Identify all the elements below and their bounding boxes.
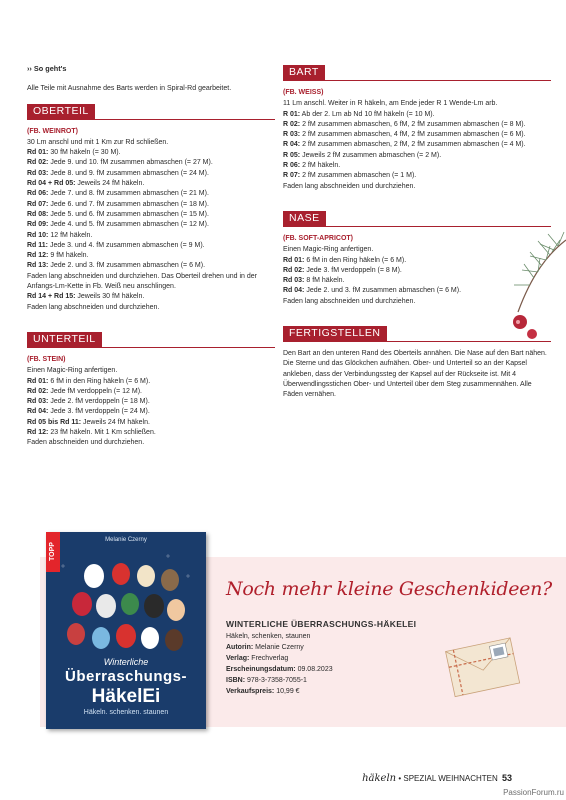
line-text: 11 Lm anschl. Weiter in R häkeln, am Ende jeder R 1 Wende-Lm arb.: [283, 100, 498, 108]
text-line: [283, 182, 551, 192]
text-line: [27, 418, 275, 428]
text-line: [283, 161, 551, 171]
line-label: Verkaufspreis:: [226, 688, 275, 695]
line-label: R 06:: [283, 162, 301, 170]
text-line: [226, 642, 416, 653]
promo-title: Noch mehr kleine Geschenkideen?: [226, 578, 552, 600]
line-text: 978-3-7358-7055-1: [245, 677, 307, 684]
line-text: 12 fM häkeln.: [48, 231, 93, 239]
intro-heading: ›› So geht's: [27, 64, 67, 73]
section-unterteil: [27, 327, 275, 449]
footer-brand: häkeln: [362, 773, 397, 784]
line-label: R 05:: [283, 151, 301, 159]
line-label: R 07:: [283, 172, 301, 180]
line-label: Rd 09:: [27, 221, 49, 229]
cover-title-line1: Winterliche: [103, 657, 149, 667]
line-text: Jeweils 30 fM häkeln.: [75, 293, 145, 301]
text-line: [27, 428, 275, 438]
line-label: Rd 02:: [27, 387, 49, 395]
line-text: Jeweils 24 fM häkeln.: [81, 418, 150, 426]
text-line: [226, 686, 416, 697]
text-line: [27, 231, 275, 241]
line-label: Rd 01:: [27, 149, 49, 157]
line-text: Einen Magic-Ring anfertigen.: [27, 367, 118, 375]
oberteil-rule: [27, 119, 275, 120]
line-label: R 04:: [283, 141, 301, 149]
text-line: [27, 397, 275, 407]
promo-subtitle: Häkeln, schenken, staunen: [226, 633, 311, 640]
line-text: Faden lang abschneiden und durchziehen. Das Oberteil drehen und in der Anfangs-Lm-Kette in Fb. Weiß neu anschlingen.: [27, 272, 257, 291]
section-oberteil: [27, 99, 275, 313]
intro-text: Alle Teile mit Ausnahme des Barts werden in Spiral-Rd gearbeitet.: [27, 85, 232, 93]
line-label: Rd 03:: [27, 169, 49, 177]
line-label: Rd 04:: [27, 408, 49, 416]
page-number: 53: [501, 773, 512, 783]
oberteil-lines: [27, 138, 275, 313]
line-label: Rd 14 + Rd 15:: [27, 293, 76, 301]
line-text: Faden abschneiden und durchziehen.: [27, 439, 145, 447]
oberteil-heading: OBERTEIL: [27, 104, 95, 119]
line-text: Melanie Czerny: [253, 644, 304, 651]
line-label: Rd 11:: [27, 241, 49, 249]
line-text: Faden lang abschneiden und durchziehen.: [283, 182, 416, 190]
envelope-illustration: [438, 630, 530, 708]
cover-title-line3: HäkelEi: [91, 686, 161, 707]
line-label: Rd 04 + Rd 05:: [27, 180, 76, 188]
line-label: Rd 08:: [27, 210, 49, 218]
text-line: [27, 138, 275, 148]
text-line: [27, 148, 275, 158]
line-label: ISBN:: [226, 677, 246, 684]
text-line: [283, 140, 551, 150]
line-label: Rd 05 bis Rd 11:: [27, 418, 82, 426]
text-line: [226, 675, 416, 686]
text-line: [27, 179, 275, 189]
cover-title-line2: Überraschungs-: [64, 668, 188, 685]
text-line: [27, 210, 275, 220]
text-line: [27, 292, 275, 302]
line-text: Jede fM verdoppeln (= 12 M).: [48, 387, 142, 395]
text-line: [27, 272, 275, 293]
line-text: 10,99 €: [274, 688, 300, 695]
book-cover: [46, 532, 206, 729]
bart-rule: [283, 80, 551, 81]
pine-branch-decoration: [488, 222, 566, 362]
publisher-badge: TOPP: [46, 532, 60, 572]
bart-lines: [283, 99, 551, 192]
unterteil-lines: [27, 366, 275, 448]
line-text: Jeweils 2 fM zusammen abmaschen (= 2 M).: [300, 151, 442, 159]
line-text: 2 fM zusammen abmaschen, 6 fM, 2 fM zusammen abmaschen (= 8 M).: [300, 120, 526, 128]
line-text: Jede 2. fM verdoppeln (= 18 M).: [48, 398, 150, 406]
footer-section: • SPEZIAL WEIHNACHTEN: [396, 774, 500, 783]
text-line: [27, 407, 275, 417]
text-line: [283, 99, 551, 109]
text-line: [283, 171, 551, 181]
line-label: Rd 03:: [27, 398, 49, 406]
text-line: [226, 664, 416, 675]
line-label: Rd 02:: [283, 266, 305, 274]
text-line: [283, 120, 551, 130]
line-text: Jede 3. fM verdoppeln (= 8 M).: [304, 266, 402, 274]
line-label: R 01:: [283, 110, 301, 118]
line-text: Jede 6. und 7. fM zusammen abmaschen (= 18 M).: [48, 200, 209, 208]
line-text: 23 fM häkeln. Mit 1 Km schließen.: [48, 429, 156, 437]
line-text: Frechverlag: [249, 655, 289, 662]
line-label: Autorin:: [226, 644, 254, 651]
promo-details: [226, 642, 416, 697]
line-label: Rd 01:: [283, 256, 305, 264]
text-line: [27, 189, 275, 199]
page-footer: [362, 773, 512, 784]
line-label: Rd 12:: [27, 429, 49, 437]
text-line: [27, 438, 275, 448]
line-label: Rd 06:: [27, 190, 49, 198]
line-label: Verlag:: [226, 655, 250, 662]
line-text: 2 fM zusammen abmaschen, 2 fM, 2 fM zusammen abmaschen (= 4 M).: [300, 141, 526, 149]
text-line: [27, 158, 275, 168]
line-text: Jede 8. und 9. fM zusammen abmaschen (= 24 M).: [48, 169, 209, 177]
line-text: Jede 3. fM verdoppeln (= 24 M).: [48, 408, 150, 416]
line-label: Rd 02:: [27, 159, 49, 167]
text-line: [283, 130, 551, 140]
line-text: Jeweils 24 fM häkeln.: [75, 180, 145, 188]
line-text: Faden lang abschneiden und durchziehen.: [27, 303, 160, 311]
line-text: Jede 5. und 6. fM zusammen abmaschen (= 15 M).: [48, 210, 209, 218]
line-label: Rd 03:: [283, 277, 305, 285]
line-text: Ab der 2. Lm ab Nd 10 fM häkeln (= 10 M).: [300, 110, 435, 118]
text-line: [27, 169, 275, 179]
line-text: 30 Lm anschl und mit 1 Km zur Rd schließen.: [27, 138, 169, 146]
line-text: Faden lang abschneiden und durchziehen.: [283, 297, 416, 305]
watermark: PassionForum.ru: [503, 788, 564, 797]
line-text: Jede 2. und 3. fM zusammen abmaschen (= 6 M).: [304, 287, 462, 295]
line-text: Jede 4. und 5. fM zusammen abmaschen (= 12 M).: [48, 221, 209, 229]
line-label: Rd 01:: [27, 377, 49, 385]
text-line: [283, 151, 551, 161]
cover-author: Melanie Czerny: [105, 537, 147, 543]
text-line: [226, 653, 416, 664]
line-text: 2 fM häkeln.: [300, 162, 341, 170]
unterteil-rule: [27, 347, 275, 348]
text-line: [27, 366, 275, 376]
section-bart: [283, 60, 551, 192]
line-text: Einen Magic-Ring anfertigen.: [283, 246, 374, 254]
text-line: [27, 200, 275, 210]
line-text: Jede 3. und 4. fM zusammen abmaschen (= 9 M).: [48, 241, 205, 249]
line-label: Erscheinungsdatum:: [226, 666, 296, 673]
line-label: R 02:: [283, 120, 301, 128]
promo-info: [226, 618, 416, 697]
unterteil-color-label: (FB. STEIN): [27, 355, 66, 363]
line-text: Jede 2. und 3. fM zusammen abmaschen (= 6 M).: [48, 262, 206, 270]
line-label: Rd 10:: [27, 231, 49, 239]
nase-heading: NASE: [283, 211, 326, 226]
left-column: [27, 60, 275, 449]
oberteil-color-label: (FB. WEINROT): [27, 127, 78, 135]
line-label: Rd 13:: [27, 262, 49, 270]
line-text: 2 fM zusammen abmaschen (= 1 M).: [300, 172, 417, 180]
nase-color-label: (FB. SOFT-APRICOT): [283, 234, 353, 242]
text-line: [27, 387, 275, 397]
text-line: [27, 251, 275, 261]
text-line: [27, 377, 275, 387]
line-text: 2 fM zusammen abmaschen, 4 fM, 2 fM zusammen abmaschen (= 6 M).: [300, 131, 526, 139]
fertigstellen-text: Den Bart an den unteren Rand des Oberteils annähen. Die Nase auf den Bart nähen. Die Sterne und das Glöckchen aufnähen. Ober- und Unterteil so an der Kapsel ankleben, dass der Verbindungssteg der Kapsel auf der Rückseite ist. Mit 4 Überwendlingsstichen Ober- und Unterteil über dem Steg zusammennähen. Alle Fäden vernähen.: [283, 350, 547, 399]
bart-color-label: (FB. WEISS): [283, 89, 324, 96]
text-line: [27, 303, 275, 313]
line-text: 09.08.2023: [295, 666, 333, 673]
promo-book-title: WINTERLICHE ÜBERRASCHUNGS-HÄKELEI: [226, 619, 417, 629]
text-line: [27, 241, 275, 251]
line-text: 30 fM häkeln (= 30 M).: [48, 149, 121, 157]
line-label: Rd 04:: [283, 287, 305, 295]
bart-heading: BART: [283, 65, 325, 80]
cover-subtitle: Häkeln. schenken. staunen: [83, 709, 169, 716]
line-text: 6 fM in den Ring häkeln (= 6 M).: [304, 256, 407, 264]
line-text: 9 fM häkeln.: [48, 252, 89, 260]
text-line: [27, 261, 275, 271]
line-text: Jede 9. und 10. fM zusammen abmaschen (= 27 M).: [48, 159, 213, 167]
text-line: [27, 220, 275, 230]
line-label: R 03:: [283, 131, 301, 139]
line-label: Rd 07:: [27, 200, 49, 208]
text-line: [283, 110, 551, 120]
line-text: 8 fM häkeln.: [304, 277, 345, 285]
cover-illustration: [46, 546, 206, 666]
unterteil-heading: UNTERTEIL: [27, 332, 102, 347]
line-label: Rd 12:: [27, 252, 49, 260]
fertigstellen-heading: FERTIGSTELLEN: [283, 326, 387, 341]
line-text: 6 fM in den Ring häkeln (= 6 M).: [48, 377, 151, 385]
line-text: Jede 7. und 8. fM zusammen abmaschen (= 21 M).: [48, 190, 209, 198]
